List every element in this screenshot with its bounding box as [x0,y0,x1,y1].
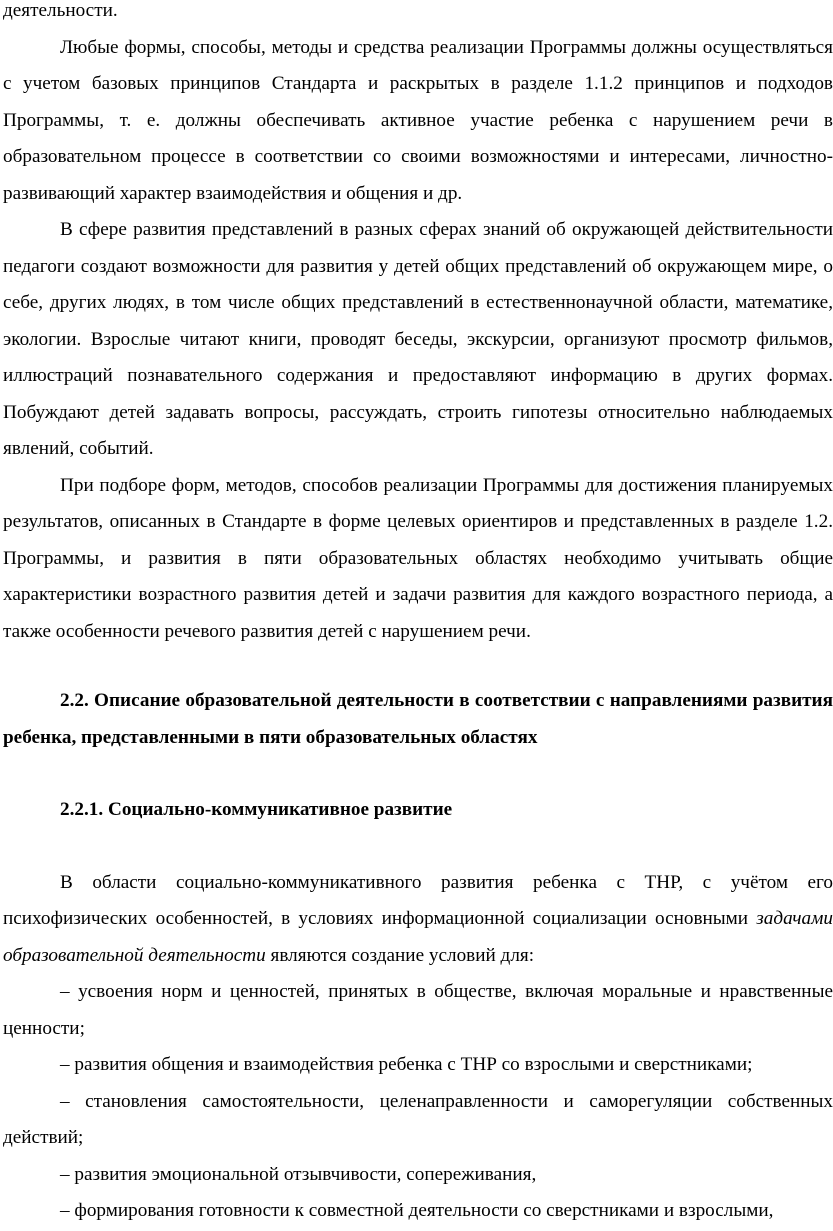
paragraph-intro [3,865,833,975]
subsection-heading: 2.2.1. Социально-коммуникативное развитие [60,799,453,820]
list-item: – формирования готовности к совместной деятельности со сверстниками и взрослыми, [60,1200,774,1221]
list-item: – развития общения и взаимодействия ребенка с ТНР со взрослыми и сверстниками; [60,1054,753,1075]
paragraph-knowledge-sphere: В сфере развития представлений в разных сферах знаний об окружающей действительности педагоги создают возможности для развития у детей общих представлений об окружающем мире, о себе, других людях, в том числе общих представлений в естественнонаучной области, математике, экологии. Взрослые читают книги, проводят беседы, экскурсии, организуют просмотр фильмов, иллюстраций познавательного содержания и предоставляют информацию в других формах. Побуждают детей задавать вопросы, рассуждать, строить гипотезы относительно наблюдаемых явлений, событий. [3,219,833,459]
paragraph-forms-methods: Любые формы, способы, методы и средства реализации Программы должны осуществляться с учетом базовых принципов Стандарта и раскрытых в разделе 1.1.2 принципов и подходов Программы, т. е. должны обеспечивать активное участие ребенка с нарушением речи в образовательном процессе в соответствии со своими возможностями и интересами, личностно-развивающий характер взаимодействия и общения и др. [3,36,833,204]
list-item: – развития эмоциональной отзывчивости, сопереживания, [60,1163,537,1185]
paragraph-continuation: деятельности. [3,0,118,21]
paragraph-selection-forms: При подборе форм, методов, способов реализации Программы для достижения планируемых результатов, описанных в Стандарте в форме целевых ориентиров и представленных в разделе 1.2. Программы, и развития в пяти образовательных областях необходимо учитывать общие характеристики возрастного развития детей и задачи развития для каждого возрастного периода, а также особенности речевого развития детей с нарушением речи. [3,474,833,642]
intro-text-italic: задачами образовательной деятельности [3,908,833,966]
list-item: – становления самостоятельности, целенаправленности и саморегуляции собственных действий; [3,1090,833,1148]
section-heading: 2.2. Описание образовательной деятельности в соответствии с направлениями развития ребенка, представленными в пяти образовательных областях [3,690,833,748]
list-item: – усвоения норм и ценностей, принятых в обществе, включая моральные и нравственные ценности; [3,981,833,1039]
intro-text-start: В области социально-коммуникативного развития ребенка с ТНР, с учётом его психофизических особенностей, в условиях информационной социализации основными [3,871,833,929]
intro-text-end: являются создание условий для: [265,944,535,966]
document-page [3,0,833,1230]
